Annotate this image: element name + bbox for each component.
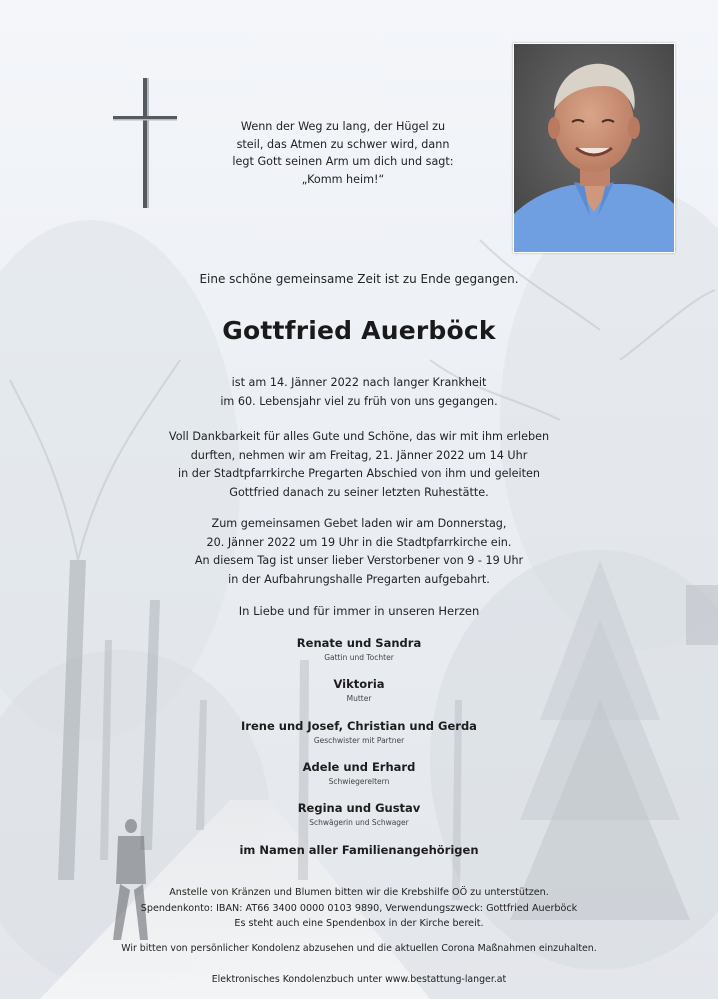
cross-icon <box>113 78 179 210</box>
paragraph-line: in der Stadtpfarrkirche Pregarten Abschied von ihm und geleiten <box>177 467 541 480</box>
death-notice-paragraph <box>0 374 718 411</box>
mourner-names: Renate und Sandra <box>296 636 422 650</box>
condolence-notice: Wir bitten von persönlicher Kondolenz abzusehen und die aktuellen Corona Maßnahmen einzuhalten. <box>121 943 597 954</box>
paragraph-line: Voll Dankbarkeit für alles Gute und Schöne, das wir mit ihm erleben <box>168 430 550 443</box>
paragraph-line: im 60. Lebensjahr viel zu früh von uns gegangen. <box>220 394 498 408</box>
poem <box>230 118 456 188</box>
donation-line: Es steht auch eine Spendenbox in der Kirche bereit. <box>234 918 484 929</box>
prayer-paragraph <box>0 515 718 589</box>
poem-line: steil, das Atmen zu schwer wird, dann <box>236 137 450 151</box>
donation-line: Anstelle von Kränzen und Blumen bitten wir die Krebshilfe OÖ zu unterstützen. <box>169 887 549 898</box>
mourner-entry <box>0 677 718 703</box>
love-line: In Liebe und für immer in unseren Herzen <box>238 604 480 618</box>
paragraph-line: 20. Jänner 2022 um 19 Uhr in die Stadtpfarrkirche ein. <box>206 535 512 549</box>
intro-line: Eine schöne gemeinsame Zeit ist zu Ende gegangen. <box>199 272 519 286</box>
mourner-relation: Schwägerin und Schwager <box>309 818 409 827</box>
mourner-names: Viktoria <box>333 677 385 691</box>
poem-line: „Komm heim!“ <box>301 172 385 186</box>
mourner-names: Adele und Erhard <box>302 760 416 774</box>
donation-line: Spendenkonto: IBAN: AT66 3400 0000 0103 9890, Verwendungszweck: Gottfried Auerböck <box>140 902 578 914</box>
mourner-entry <box>0 636 718 662</box>
poem-line: legt Gott seinen Arm um dich und sagt: <box>232 155 454 168</box>
mourner-entry <box>0 801 718 827</box>
paragraph-line: An diesem Tag ist unser lieber Verstorbener von 9 - 19 Uhr <box>194 554 524 567</box>
paragraph-line: Gottfried danach zu seiner letzten Ruhestätte. <box>229 485 489 499</box>
paragraph-line: durften, nehmen wir am Freitag, 21. Jänner 2022 um 14 Uhr <box>190 448 528 462</box>
poem-line: Wenn der Weg zu lang, der Hügel zu <box>240 120 446 133</box>
portrait-photo <box>513 43 675 253</box>
mourner-names: Regina und Gustav <box>297 801 421 815</box>
deceased-name: Gottfried Auerböck <box>222 316 496 345</box>
paragraph-line: Zum gemeinsamen Gebet laden wir am Donnerstag, <box>211 517 507 530</box>
mourner-entry <box>0 719 718 745</box>
mourner-relation: Schwiegereltern <box>328 777 390 786</box>
funeral-paragraph <box>0 428 718 502</box>
mourner-relation: Geschwister mit Partner <box>313 736 405 745</box>
condolence-book-line: Elektronisches Kondolenzbuch unter www.bestattung-langer.at <box>211 974 507 985</box>
mourner-entry <box>0 760 718 786</box>
all-relatives-line: im Namen aller Familienangehörigen <box>239 843 479 857</box>
mourner-relation: Mutter <box>346 694 372 703</box>
mourner-relation: Gattin und Tochter <box>324 653 394 662</box>
mourner-names: Irene und Josef, Christian und Gerda <box>241 719 477 733</box>
donation-paragraph <box>0 885 718 932</box>
paragraph-line: in der Aufbahrungshalle Pregarten aufgebahrt. <box>228 572 490 586</box>
paragraph-line: ist am 14. Jänner 2022 nach langer Krankheit <box>231 376 487 389</box>
